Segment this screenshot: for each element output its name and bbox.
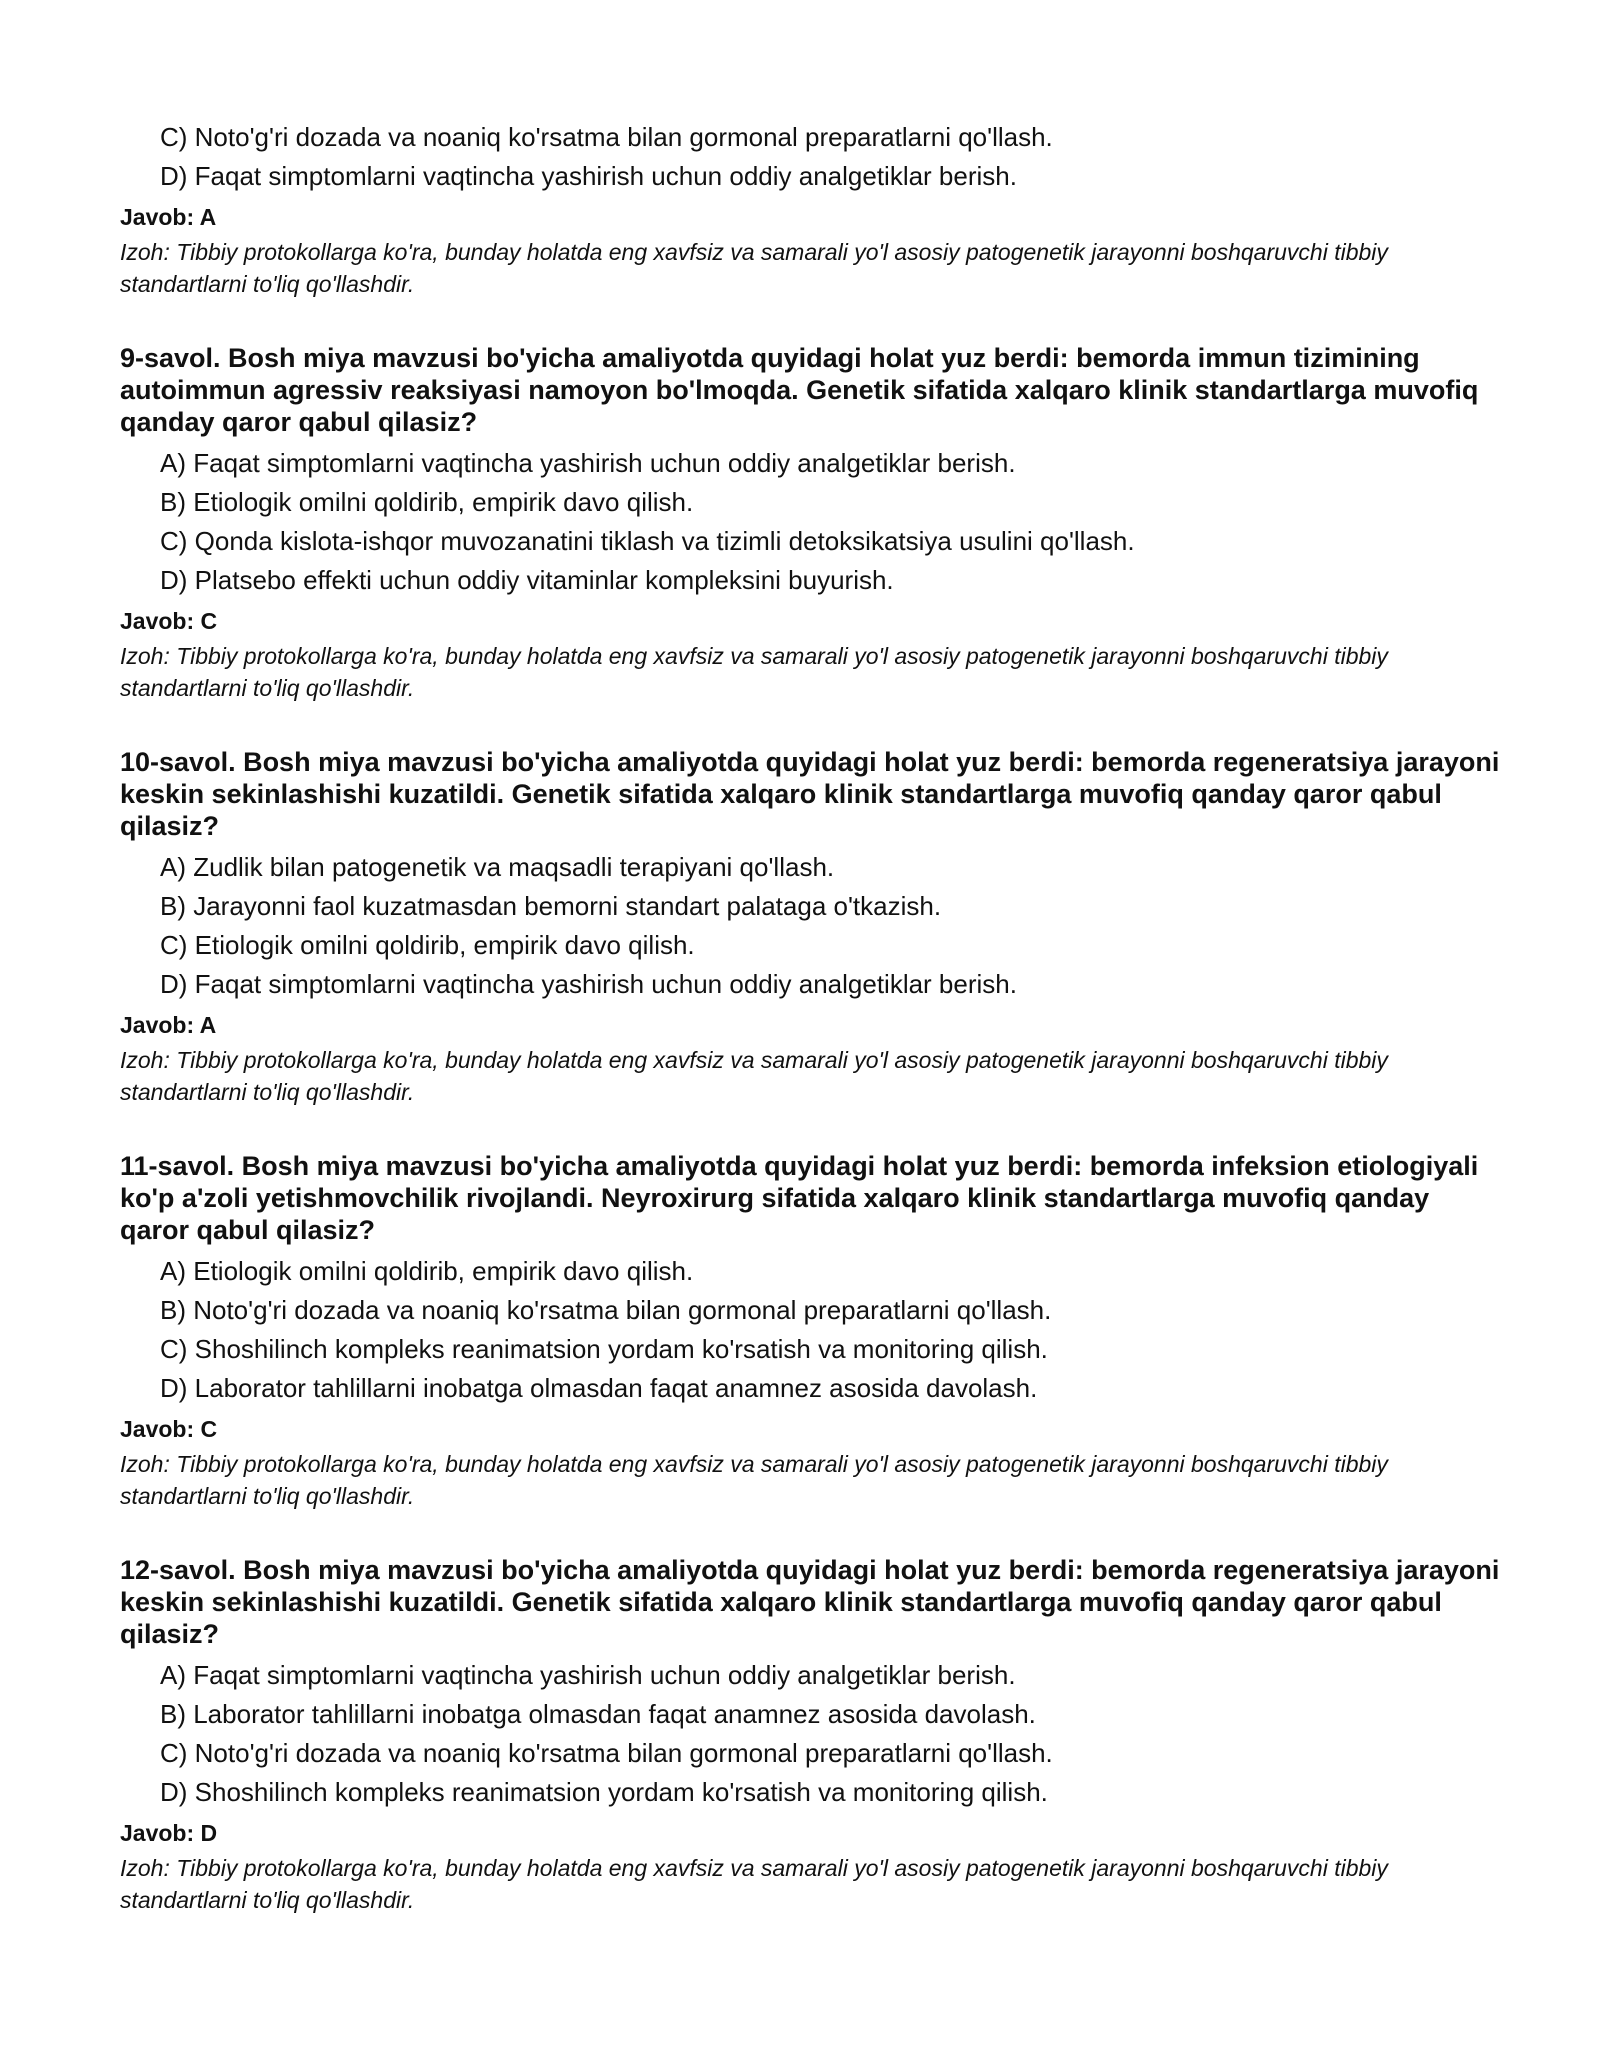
option-c: C) Qonda kislota-ishqor muvozanatini tiklash va tizimli detoksikatsiya usulini qo'llash. (160, 526, 1135, 556)
question-text: 10-savol. Bosh miya mavzusi bo'yicha amaliyotda quyidagi holat yuz berdi: bemorda regeneratsiya jarayoni keskin sekinlashishi kuzatildi. Genetik sifatida xalqaro klinik standartlarga muvofiq qanday qaror qabul qilasiz? (120, 747, 1500, 841)
option-b: B) Jarayonni faol kuzatmasdan bemorni standart palataga o'tkazish. (160, 891, 942, 921)
question-9 (120, 342, 1500, 704)
option-d: D) Faqat simptomlarni vaqtincha yashirish uchun oddiy analgetiklar berish. (160, 161, 1017, 191)
question-8-continuation (120, 118, 1500, 300)
explanation-note: Izoh: Tibbiy protokollarga ko'ra, bunday holatda eng xavfsiz va samarali yo'l asosiy patogenetik jarayonni boshqaruvchi tibbiy standartlarni to'liq qo'llashdir. (120, 1047, 1388, 1105)
option-a: A) Faqat simptomlarni vaqtincha yashirish uchun oddiy analgetiklar berish. (160, 1660, 1016, 1690)
question-text: 12-savol. Bosh miya mavzusi bo'yicha amaliyotda quyidagi holat yuz berdi: bemorda regeneratsiya jarayoni keskin sekinlashishi kuzatildi. Genetik sifatida xalqaro klinik standartlarga muvofiq qanday qaror qabul qilasiz? (120, 1555, 1500, 1649)
option-d: D) Laborator tahlillarni inobatga olmasdan faqat anamnez asosida davolash. (160, 1373, 1038, 1403)
answer-label: Javob: C (120, 1416, 218, 1442)
option-a: A) Etiologik omilni qoldirib, empirik davo qilish. (160, 1256, 694, 1286)
option-a: A) Faqat simptomlarni vaqtincha yashirish uchun oddiy analgetiklar berish. (160, 448, 1016, 478)
option-c: C) Shoshilinch kompleks reanimatsion yordam ko'rsatish va monitoring qilish. (160, 1334, 1048, 1364)
answer-label: Javob: A (120, 204, 217, 230)
explanation-note: Izoh: Tibbiy protokollarga ko'ra, bunday holatda eng xavfsiz va samarali yo'l asosiy patogenetik jarayonni boshqaruvchi tibbiy standartlarni to'liq qo'llashdir. (120, 643, 1388, 701)
option-b: B) Laborator tahlillarni inobatga olmasdan faqat anamnez asosida davolash. (160, 1699, 1036, 1729)
option-b: B) Noto'g'ri dozada va noaniq ko'rsatma bilan gormonal preparatlarni qo'llash. (160, 1295, 1052, 1325)
option-c: C) Etiologik omilni qoldirib, empirik davo qilish. (160, 930, 695, 960)
question-10 (120, 746, 1500, 1108)
question-text: 9-savol. Bosh miya mavzusi bo'yicha amaliyotda quyidagi holat yuz berdi: bemorda immun tizimining autoimmun agressiv reaksiyasi namoyon bo'lmoqda. Genetik sifatida xalqaro klinik standartlarga muvofiq qanday qaror qabul qilasiz? (120, 343, 1479, 437)
question-12 (120, 1554, 1500, 1916)
explanation-note: Izoh: Tibbiy protokollarga ko'ra, bunday holatda eng xavfsiz va samarali yo'l asosiy patogenetik jarayonni boshqaruvchi tibbiy standartlarni to'liq qo'llashdir. (120, 239, 1388, 297)
question-text: 11-savol. Bosh miya mavzusi bo'yicha amaliyotda quyidagi holat yuz berdi: bemorda infeksion etiologiyali ko'p a'zoli yetishmovchilik rivojlandi. Neyroxirurg sifatida xalqaro klinik standartlarga muvofiq qanday qaror qabul qilasiz? (120, 1151, 1479, 1245)
explanation-note: Izoh: Tibbiy protokollarga ko'ra, bunday holatda eng xavfsiz va samarali yo'l asosiy patogenetik jarayonni boshqaruvchi tibbiy standartlarni to'liq qo'llashdir. (120, 1855, 1388, 1913)
option-c: C) Noto'g'ri dozada va noaniq ko'rsatma bilan gormonal preparatlarni qo'llash. (160, 122, 1053, 152)
option-a: A) Zudlik bilan patogenetik va maqsadli terapiyani qo'llash. (160, 852, 835, 882)
option-c: C) Noto'g'ri dozada va noaniq ko'rsatma bilan gormonal preparatlarni qo'llash. (160, 1738, 1053, 1768)
answer-label: Javob: C (120, 608, 218, 634)
option-d: D) Faqat simptomlarni vaqtincha yashirish uchun oddiy analgetiklar berish. (160, 969, 1017, 999)
option-b: B) Etiologik omilni qoldirib, empirik davo qilish. (160, 487, 694, 517)
answer-label: Javob: A (120, 1012, 217, 1038)
answer-label: Javob: D (120, 1820, 218, 1846)
question-11 (120, 1150, 1500, 1512)
document-page (120, 118, 1500, 1916)
explanation-note: Izoh: Tibbiy protokollarga ko'ra, bunday holatda eng xavfsiz va samarali yo'l asosiy patogenetik jarayonni boshqaruvchi tibbiy standartlarni to'liq qo'llashdir. (120, 1451, 1388, 1509)
option-d: D) Shoshilinch kompleks reanimatsion yordam ko'rsatish va monitoring qilish. (160, 1777, 1048, 1807)
option-d: D) Platsebo effekti uchun oddiy vitaminlar kompleksini buyurish. (160, 565, 894, 595)
